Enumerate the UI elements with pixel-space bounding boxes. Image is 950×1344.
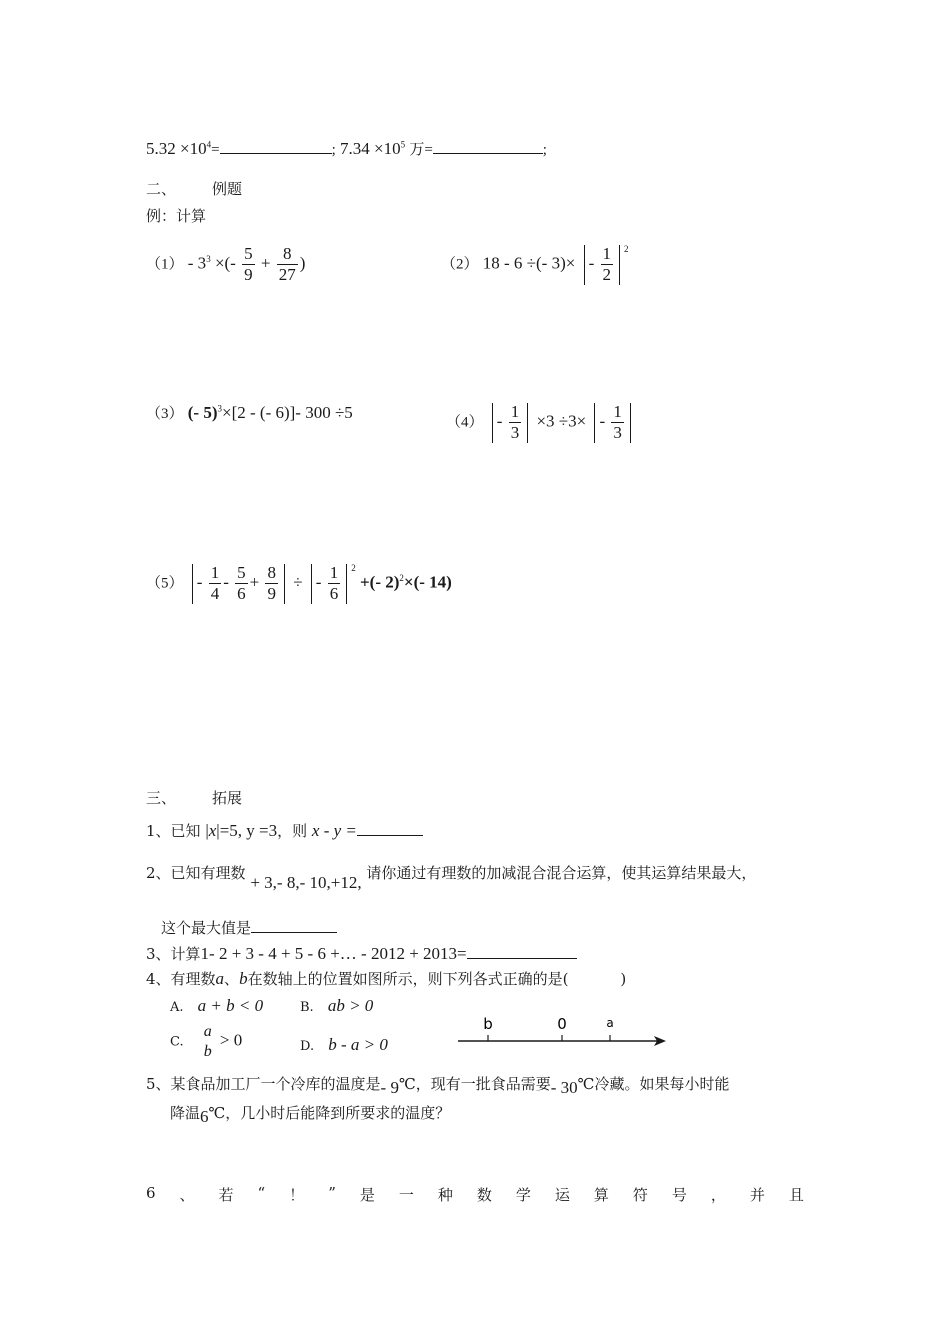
option-c[interactable] (170, 1022, 242, 1062)
operator: + (249, 572, 260, 592)
option-expression: ab > 0 (327, 996, 374, 1015)
question-4 (146, 968, 626, 989)
question-prefix: 2、已知有理数 (146, 864, 246, 882)
option-expression: > 0 (219, 1030, 243, 1050)
expression-rest: ×[2 - (- 6)]- 300 ÷5 (222, 403, 353, 422)
numerator: 1 (210, 563, 220, 582)
fraction (265, 563, 278, 604)
question-text: 请你通过有理数的加减混合混合运算，使其运算结果最大， (366, 864, 757, 882)
denominator: 9 (267, 584, 276, 603)
label-b: b (483, 1015, 493, 1033)
question-prefix: 3、计算 (146, 945, 201, 963)
expression: x - y = (311, 821, 357, 840)
section-title: 例题 (212, 180, 243, 198)
option-label: C. (170, 1034, 184, 1050)
problem-5 (146, 563, 452, 604)
abs-value: |x| (205, 821, 220, 840)
section-2-heading (146, 178, 242, 199)
numerator: a (203, 1023, 212, 1040)
denominator: 3 (613, 423, 622, 442)
temperature: 6 (200, 1107, 209, 1126)
option-label: B. (300, 1000, 314, 1015)
operator: - (196, 572, 203, 592)
question-text: 4、有理数 (146, 970, 216, 988)
operator: + (260, 253, 271, 273)
question-5 (146, 1073, 730, 1097)
operator: - (588, 253, 595, 273)
q6-char: 符 (632, 1186, 648, 1204)
fraction (277, 244, 298, 285)
option-label: D. (300, 1039, 315, 1054)
q6-char: 学 (515, 1186, 531, 1204)
question-text: 这个最大值是 (161, 919, 252, 937)
answer-blank[interactable] (467, 944, 577, 959)
q6-char: “ (257, 1184, 266, 1202)
operator: - (496, 411, 503, 431)
numerator: 5 (244, 244, 253, 263)
paren-left (311, 564, 312, 604)
variable-a: a (215, 969, 225, 988)
numerator: 1 (602, 244, 611, 263)
denominator: 27 (278, 265, 296, 284)
expression: 1- 2 + 3 - 4 + 5 - 6 +… - 2012 + 2013= (200, 944, 467, 963)
operator: - (223, 572, 229, 592)
numerator: 8 (267, 563, 276, 582)
paren-left (594, 403, 595, 443)
fraction (235, 563, 248, 604)
option-fraction (202, 1022, 214, 1062)
expression: ×(- 14) (403, 572, 452, 592)
question-text: 在数轴上的位置如图所示，则下列各式正确的是( (247, 970, 569, 988)
paren-right (346, 564, 347, 604)
fraction (328, 563, 341, 604)
problem-label: （1） (146, 256, 184, 273)
operator: - (315, 572, 322, 592)
q6-char: 算 (593, 1186, 609, 1204)
question-6 (146, 1184, 804, 1205)
question-5-line-2 (170, 1102, 451, 1126)
expression: +(- 2) (359, 572, 400, 592)
denominator: 9 (244, 265, 253, 284)
section-number: 三、 (146, 789, 177, 807)
equals-1: = (211, 142, 220, 158)
label-a: a (606, 1016, 614, 1030)
q6-char: 并 (749, 1186, 765, 1204)
problem-label: （2） (441, 256, 479, 273)
expr-1: 5.32 ×10 (146, 139, 207, 158)
operator: - (599, 411, 606, 431)
q6-char: 种 (437, 1186, 453, 1204)
exponent-2: 5 (400, 139, 406, 150)
denominator: 6 (237, 584, 246, 603)
denominator: 4 (210, 584, 220, 603)
numerator: 1 (329, 563, 339, 582)
unit-wan: 万= (409, 142, 433, 158)
question-text: ℃，几小时后能降到所要求的温度？ (208, 1104, 451, 1122)
question-prefix: 1、已知 (146, 822, 201, 840)
example-label: 例：计算 (146, 207, 207, 225)
fraction (509, 402, 522, 443)
variable: x (208, 821, 217, 840)
denominator: 6 (329, 584, 339, 603)
numerator: 5 (237, 563, 246, 582)
expr-2: 7.34 ×10 (339, 139, 401, 158)
q6-char: 若 (218, 1186, 234, 1204)
denominator: b (203, 1043, 212, 1060)
exponent: 3 (217, 403, 222, 414)
q6-char: ！ (289, 1186, 305, 1204)
fraction (209, 563, 222, 604)
question-text: 降温 (170, 1104, 201, 1122)
q6-char: 6 (146, 1184, 156, 1202)
denominator: 3 (510, 423, 520, 442)
paren-left (584, 245, 585, 285)
fraction (601, 244, 614, 285)
question-2-line-2 (161, 917, 337, 938)
connector: ，则 (277, 822, 308, 840)
q6-char: ” (328, 1184, 336, 1202)
label-zero: 0 (557, 1015, 567, 1033)
question-1 (146, 820, 423, 841)
expression: 18 - 6 ÷(- 3)× (482, 253, 576, 273)
problem-3 (146, 402, 353, 423)
section-3-heading (146, 787, 242, 808)
option-expression: b - a > 0 (328, 1035, 388, 1054)
question-text: ℃冷藏。如果每小时能 (577, 1075, 730, 1093)
condition: =5, y =3 (219, 821, 278, 840)
expression: (- 5) (187, 403, 218, 422)
question-3 (146, 943, 577, 964)
exponent: 3 (206, 253, 211, 264)
problem-label: （3） (146, 406, 184, 422)
q6-char: 一 (398, 1186, 414, 1204)
q6-char: ， (710, 1186, 726, 1204)
number-line (456, 1010, 670, 1052)
section-number: 二、 (146, 180, 177, 198)
problem-4 (446, 402, 635, 443)
paren-left (192, 564, 193, 604)
paren-left (492, 403, 493, 443)
question-2 (146, 862, 757, 892)
q6-char: 且 (788, 1186, 804, 1204)
paren-right (284, 564, 285, 604)
term: - 3 (187, 253, 207, 273)
paren: ) (299, 253, 306, 273)
temperature: - 30 (550, 1078, 578, 1097)
exponent: 2 (624, 244, 629, 254)
option-a[interactable] (170, 996, 263, 1016)
temperature: - 9 (380, 1078, 399, 1097)
numbers-list: + 3,- 8,- 10,+12, (250, 873, 362, 892)
exponent-1: 4 (206, 139, 212, 150)
answer-blank-1[interactable] (220, 139, 332, 154)
answer-blank[interactable] (251, 918, 337, 933)
numerator: 1 (613, 402, 622, 421)
paren-right (630, 403, 631, 443)
expression: ×3 ÷3× (536, 411, 587, 431)
problem-2 (441, 244, 629, 285)
numerator: 1 (510, 402, 520, 421)
exponent: 2 (351, 563, 356, 573)
denominator: 2 (602, 265, 611, 284)
option-expression: a + b < 0 (197, 996, 264, 1015)
sci-notation-line (146, 138, 547, 159)
problem-label: （4） (446, 414, 484, 431)
option-d[interactable] (300, 1035, 388, 1055)
q6-char: 运 (554, 1186, 570, 1204)
numerator: 8 (277, 244, 298, 265)
fraction (242, 244, 255, 285)
answer-blank[interactable] (357, 821, 423, 836)
paren-right (527, 403, 528, 443)
semicolon-2: ; (542, 142, 547, 158)
q6-char: 号 (671, 1186, 687, 1204)
problem-1 (146, 244, 305, 285)
paren-right (619, 245, 620, 285)
variable-b: b (239, 969, 248, 988)
operator: ÷ (293, 572, 303, 592)
section-title: 拓展 (212, 789, 243, 807)
fraction (611, 402, 624, 443)
q6-char: 是 (359, 1186, 375, 1204)
semicolon-1: ; (331, 142, 336, 158)
question-text: ℃，现有一批食品需要 (398, 1075, 551, 1093)
answer-blank-2[interactable] (433, 139, 543, 154)
option-label: A. (170, 1000, 184, 1015)
problem-label: （5） (146, 575, 184, 592)
separator: 、 (224, 970, 240, 988)
exponent: 2 (399, 572, 404, 583)
paren: ) (620, 970, 627, 988)
q6-char: 、 (179, 1186, 195, 1204)
option-b[interactable] (300, 996, 373, 1016)
q6-char: 数 (476, 1186, 492, 1204)
question-text: 5、某食品加工厂一个冷库的温度是 (146, 1075, 381, 1093)
operator: ×(- (214, 253, 236, 273)
